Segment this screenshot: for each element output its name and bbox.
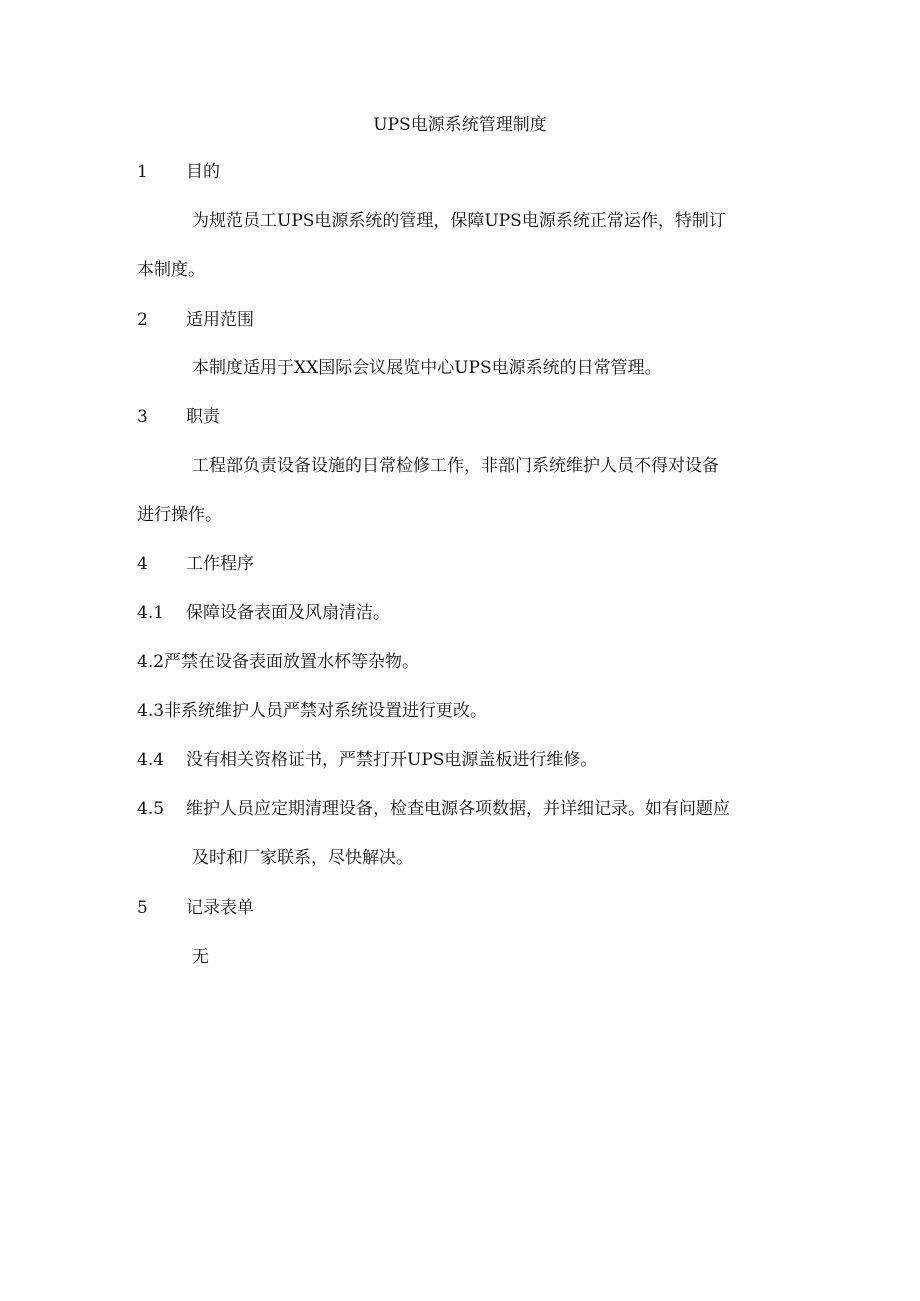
section-3-heading: 职责 bbox=[186, 407, 220, 427]
item-number: 4.4 bbox=[137, 750, 165, 770]
item-number: 4.5 bbox=[137, 799, 165, 819]
section-4-number: 4 bbox=[137, 554, 148, 574]
list-item bbox=[137, 798, 730, 820]
section-2-paragraph-line1: 本制度适用于XX国际会议展览中心UPS电源系统的日常管理。 bbox=[192, 358, 662, 378]
item-number: 4.1 bbox=[137, 603, 165, 623]
section-3-paragraph-line2: 进行操作。 bbox=[137, 505, 222, 525]
section-1-paragraph-line1: 为规范员工UPS电源系统的管理，保障UPS电源系统正常运作，特制订 bbox=[192, 211, 726, 231]
section-3-paragraph-line1: 工程部负责设备设施的日常检修工作，非部门系统维护人员不得对设备 bbox=[192, 456, 719, 476]
item-number: 4.3 bbox=[137, 701, 165, 721]
item-text: 维护人员应定期清理设备，检查电源各项数据，并详细记录。如有问题应 bbox=[186, 799, 730, 819]
item-text: 保障设备表面及风扇清洁。 bbox=[186, 603, 390, 623]
section-1-heading: 目的 bbox=[186, 162, 220, 182]
section-1-paragraph-line2: 本制度。 bbox=[137, 260, 205, 280]
section-2-heading: 适用范围 bbox=[186, 310, 254, 330]
list-item bbox=[137, 651, 419, 673]
section-4-heading: 工作程序 bbox=[186, 554, 254, 574]
list-item bbox=[137, 749, 597, 771]
item-text: 没有相关资格证书，严禁打开UPS电源盖板进行维修。 bbox=[186, 750, 598, 770]
document-title: UPS电源系统管理制度 bbox=[373, 115, 547, 135]
section-5-number: 5 bbox=[137, 898, 148, 918]
item-text: 严禁在设备表面放置水杯等杂物。 bbox=[164, 652, 420, 672]
item-text: 非系统维护人员严禁对系统设置进行更改。 bbox=[164, 701, 488, 721]
list-item bbox=[137, 700, 487, 722]
section-5-paragraph-line1: 无 bbox=[192, 947, 209, 967]
list-item-continuation: 及时和厂家联系，尽快解决。 bbox=[192, 848, 413, 868]
section-3-number: 3 bbox=[137, 407, 148, 427]
section-5-heading: 记录表单 bbox=[186, 898, 254, 918]
list-item bbox=[137, 602, 390, 624]
section-1-number: 1 bbox=[137, 162, 148, 182]
item-number: 4.2 bbox=[137, 652, 165, 672]
section-2-number: 2 bbox=[137, 310, 148, 330]
